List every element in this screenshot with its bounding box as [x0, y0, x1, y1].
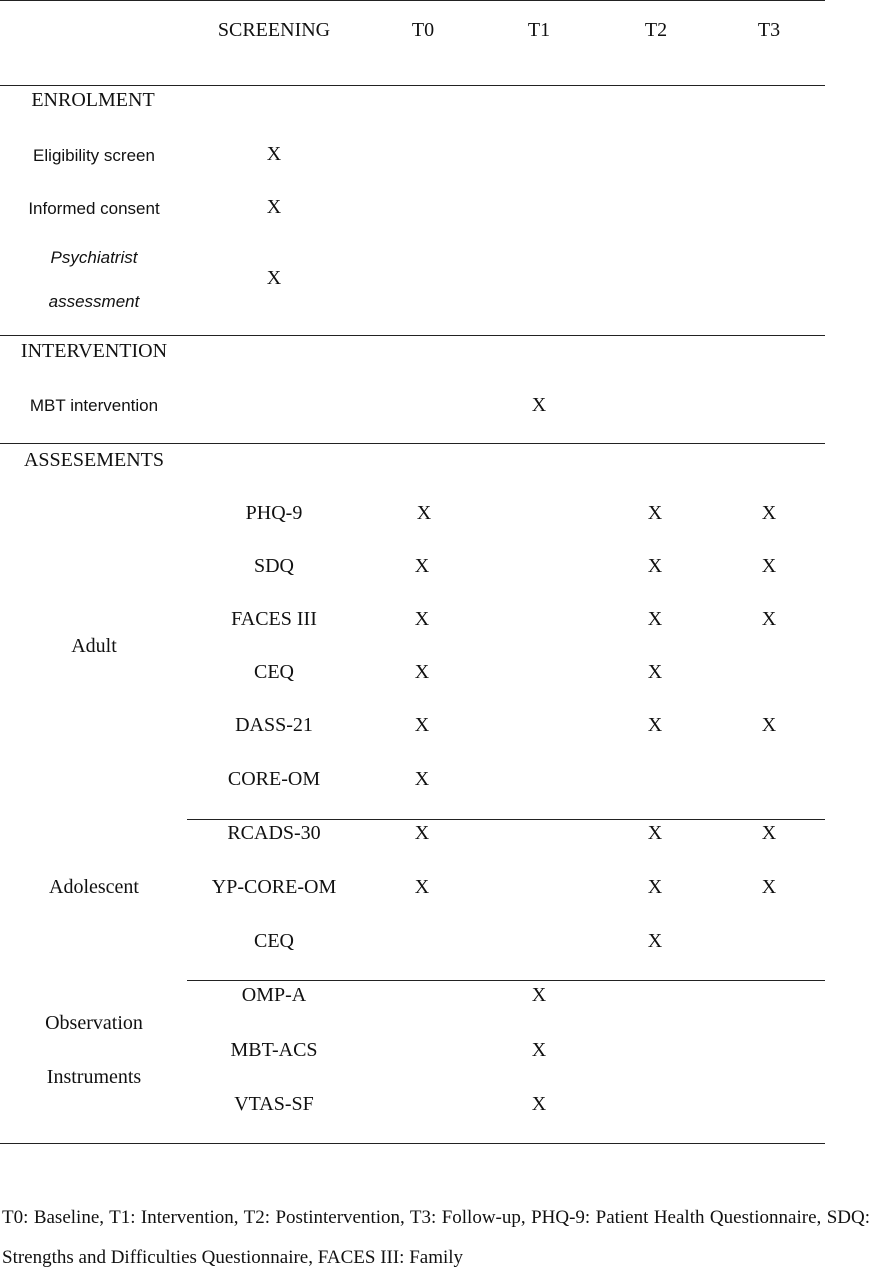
- adolescent-bottom-rule: [187, 980, 825, 981]
- row-label: Informed consent: [28, 199, 160, 218]
- group-adult: Adult: [71, 635, 117, 657]
- intervention-bottom-rule: [0, 443, 825, 444]
- cell-t3: X: [761, 876, 777, 898]
- section-enrolment: ENROLMENT: [31, 89, 155, 111]
- cell-t2: X: [647, 608, 663, 630]
- cell-mark: X: [266, 143, 282, 165]
- cell-mark: X: [266, 196, 282, 218]
- enrolment-bottom-rule: [0, 335, 825, 336]
- cell-t1: X: [531, 984, 547, 1006]
- instrument-label: VTAS-SF: [234, 1093, 314, 1115]
- cell-t2: X: [647, 822, 663, 844]
- cell-t0: X: [414, 608, 430, 630]
- instrument-label: PHQ-9: [245, 502, 303, 524]
- cell-t2: X: [647, 555, 663, 577]
- table-bottom-rule: [0, 1143, 825, 1144]
- instrument-label: RCADS-30: [227, 822, 321, 844]
- cell-t3: X: [761, 608, 777, 630]
- instrument-label: FACES III: [231, 608, 317, 630]
- row-label: MBT intervention: [29, 396, 159, 415]
- group-adolescent: Adolescent: [49, 876, 139, 898]
- cell-t0: X: [414, 876, 430, 898]
- cell-t2: X: [647, 714, 663, 736]
- cell-t3: X: [761, 555, 777, 577]
- instrument-label: MBT-ACS: [230, 1039, 318, 1061]
- instrument-label: OMP-A: [241, 984, 307, 1006]
- adult-bottom-rule: [187, 819, 825, 820]
- cell-t0: X: [414, 822, 430, 844]
- row-label-line1: Psychiatrist: [50, 248, 138, 267]
- cell-t0: X: [414, 555, 430, 577]
- header-t2: T2: [644, 19, 668, 41]
- header-t1: T1: [527, 19, 551, 41]
- instrument-label: CEQ: [254, 661, 294, 683]
- cell-t2: X: [647, 876, 663, 898]
- cell-t0: X: [414, 714, 430, 736]
- instrument-label: YP-CORE-OM: [211, 876, 337, 898]
- cell-t0: X: [414, 661, 430, 683]
- cell-mark: X: [531, 394, 547, 416]
- cell-t3: X: [761, 714, 777, 736]
- table-top-rule: [0, 0, 825, 1]
- group-observation-line1: Observation: [45, 1012, 143, 1034]
- cell-t2: X: [647, 930, 663, 952]
- table-caption: T0: Baseline, T1: Intervention, T2: Postintervention, T3: Follow-up, PHQ-9: Patient Health Questionnaire, SDQ: Strengths and Difficulties Questionnaire, FACES III: Family: [2, 1207, 870, 1268]
- header-screening: SCREENING: [217, 19, 331, 41]
- row-label: Eligibility screen: [33, 146, 155, 165]
- cell-mark: X: [266, 267, 282, 289]
- cell-t2: X: [647, 502, 663, 524]
- cell-t0: X: [414, 768, 430, 790]
- section-intervention: INTERVENTION: [20, 340, 168, 362]
- section-assessments: ASSESEMENTS: [23, 449, 165, 471]
- instrument-label: CORE-OM: [227, 768, 321, 790]
- header-bottom-rule: [0, 85, 825, 86]
- header-t0: T0: [411, 19, 435, 41]
- cell-t3: X: [761, 822, 777, 844]
- instrument-label: SDQ: [253, 555, 295, 577]
- header-t3: T3: [757, 19, 781, 41]
- row-label-line2: assessment: [48, 292, 140, 311]
- cell-t2: X: [647, 661, 663, 683]
- cell-t1: X: [531, 1039, 547, 1061]
- cell-t3: X: [761, 502, 777, 524]
- cell-t0: X: [416, 502, 432, 524]
- instrument-label: CEQ: [254, 930, 294, 952]
- group-observation-line2: Instruments: [46, 1066, 142, 1088]
- cell-t1: X: [531, 1093, 547, 1115]
- instrument-label: DASS-21: [235, 714, 313, 736]
